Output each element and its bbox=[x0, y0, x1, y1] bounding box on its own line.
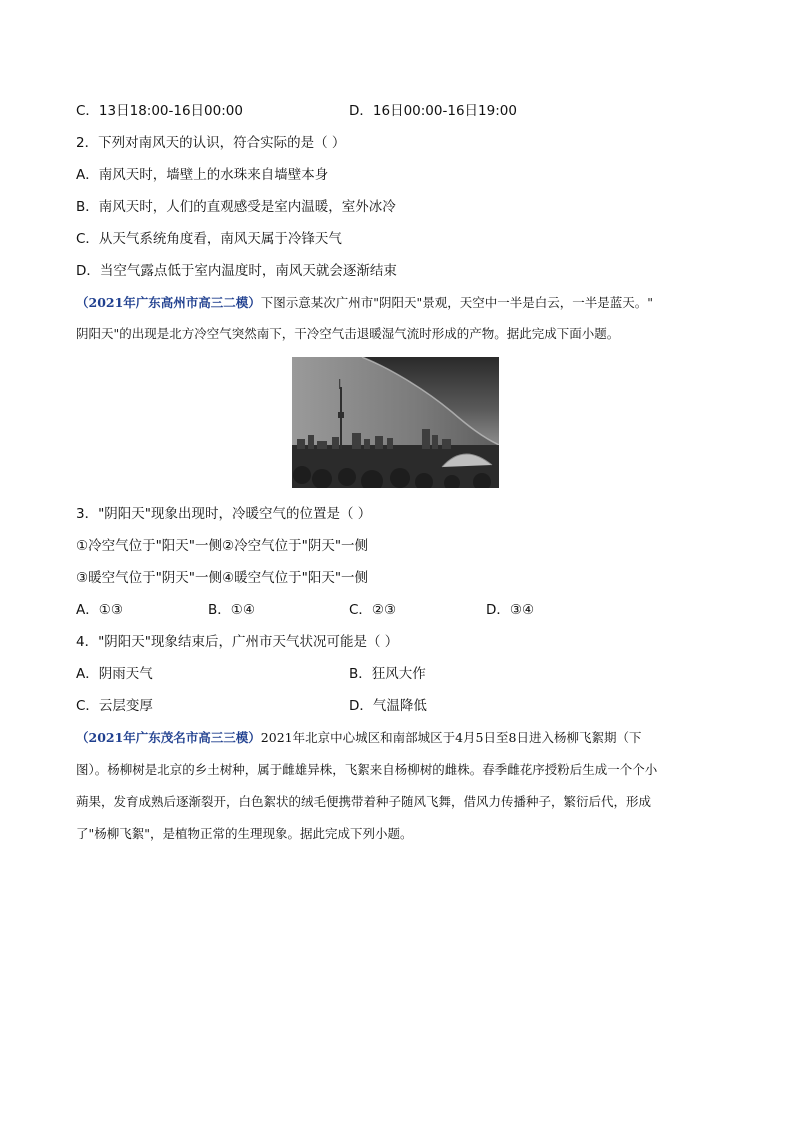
q4-option-d: D．气温降低 bbox=[349, 698, 427, 714]
q4-stem: 4．"阴阳天"现象结束后，广州市天气状况可能是（ ） bbox=[76, 634, 399, 650]
passage3-source: （2021年广东茂名市高三三模） bbox=[76, 730, 261, 745]
passage3-text1: 2021年北京中心城区和南部城区于4月5日至8日进入杨柳飞絮期（下 bbox=[260, 730, 642, 745]
q3-statements-2: ③暖空气位于"阴天"一侧④暖空气位于"阳天"一侧 bbox=[76, 570, 369, 586]
passage2-line1 bbox=[76, 293, 653, 313]
q3-statements-1: ①冷空气位于"阳天"一侧②冷空气位于"阴天"一侧 bbox=[76, 538, 369, 554]
q2-option-c: C．从天气系统角度看，南风天属于冷锋天气 bbox=[76, 231, 342, 247]
q1-option-c: C．13日18:00-16日00:00 bbox=[76, 103, 243, 119]
q4-option-a: A．阴雨天气 bbox=[76, 666, 153, 682]
q2-option-a: A．南风天时，墙壁上的水珠来自墙壁本身 bbox=[76, 167, 329, 183]
q2-stem: 2．下列对南风天的认识，符合实际的是（ ） bbox=[76, 135, 346, 151]
passage3-line4: 了"杨柳飞絮"，是植物正常的生理现象。据此完成下列小题。 bbox=[76, 826, 413, 841]
q4-option-c: C．云层变厚 bbox=[76, 698, 153, 714]
passage3-line1 bbox=[76, 728, 641, 748]
q2-option-b: B．南风天时，人们的直观感受是室内温暖，室外冰冷 bbox=[76, 199, 396, 215]
passage2-source: （2021年广东高州市高三二模） bbox=[76, 295, 261, 310]
q3-option-d: D．③④ bbox=[486, 602, 535, 618]
q3-stem: 3．"阴阳天"现象出现时，冷暖空气的位置是（ ） bbox=[76, 506, 372, 522]
q2-option-d: D．当空气露点低于室内温度时，南风天就会逐渐结束 bbox=[76, 263, 397, 279]
passage3-line2: 图）。杨柳树是北京的乡土树种，属于雌雄异株，飞絮来自杨柳树的雌株。春季雌花序授粉后生成一个个小 bbox=[76, 762, 658, 777]
q3-option-b: B．①④ bbox=[208, 602, 255, 618]
q1-option-d: D．16日00:00-16日19:00 bbox=[349, 103, 517, 119]
passage3-line3: 蒴果，发育成熟后逐渐裂开，白色絮状的绒毛便携带着种子随风飞舞，借风力传播种子，繁衍后代，形成 bbox=[76, 794, 652, 809]
q3-option-c: C．②③ bbox=[349, 602, 397, 618]
passage2-text1: 下图示意某次广州市"阴阳天"景观，天空中一半是白云，一半是蓝天。" bbox=[260, 295, 654, 310]
q3-option-a: A．①③ bbox=[76, 602, 123, 618]
q4-option-b: B．狂风大作 bbox=[349, 666, 426, 682]
passage2-line2: 阴阳天"的出现是北方冷空气突然南下，干冷空气击退暖湿气流时形成的产物。据此完成下面小题。 bbox=[76, 326, 620, 341]
yinyang-sky-photo bbox=[292, 357, 499, 488]
